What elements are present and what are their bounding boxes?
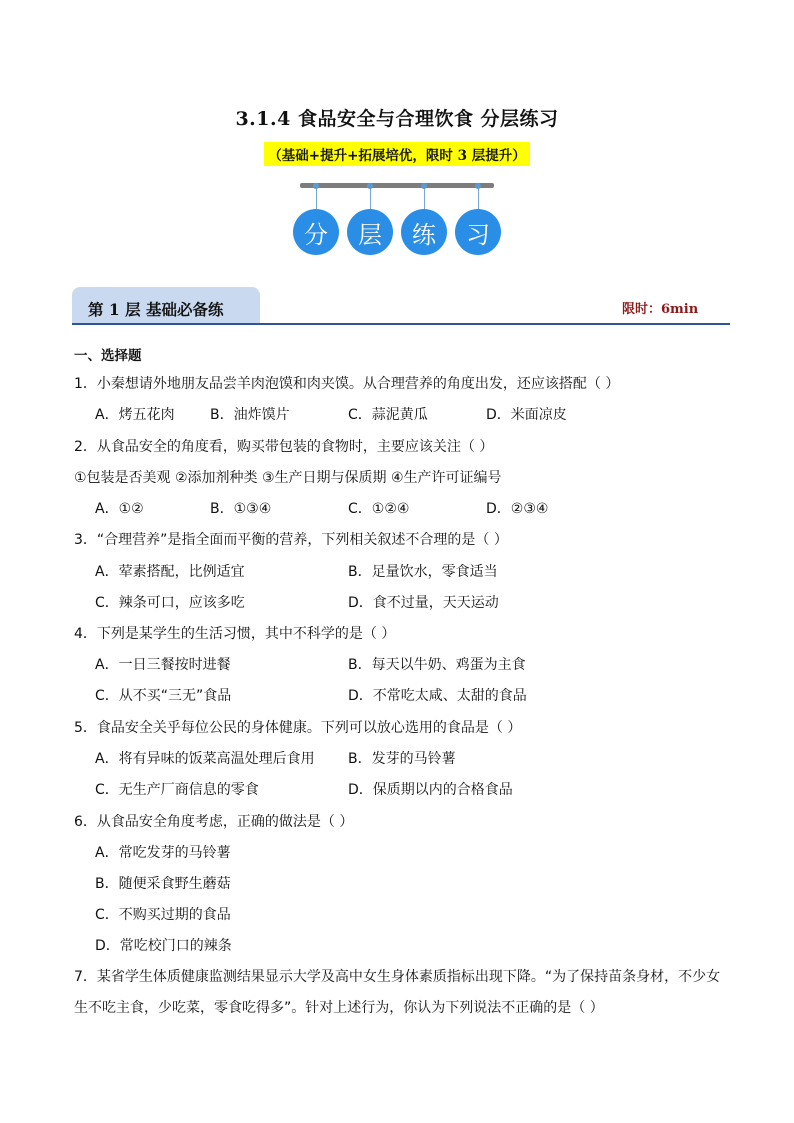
q5-option-c: C．无生产厂商信息的零食 [95,782,259,798]
question-5: 5．食品安全关乎每位公民的身体健康。下列可以放心选用的食品是（ ） [74,720,522,736]
q1-option-a: A．烤五花肉 [95,407,175,423]
q2-option-c: C．①②④ [348,501,410,517]
badge-stem [478,186,479,210]
page-subtitle: （基础+提升+拓展培优，限时 3 层提升） [264,142,529,166]
q1-option-c: C．蒜泥黄瓜 [348,407,428,423]
badge-circle-2: 层 [347,209,393,255]
question-7-line-2: 生不吃主食，少吃菜，零食吃得多”。针对上述行为，你认为下列说法不正确的是（ ） [74,1000,604,1016]
q6-option-a: A．常吃发芽的马铃薯 [95,845,231,861]
q3-option-c: C．辣条可口，应该多吃 [95,595,245,611]
badge-stem [316,186,317,210]
badge-circle-3: 练 [401,209,447,255]
question-4: 4．下列是某学生的生活习惯，其中不科学的是（ ） [74,626,396,642]
q2-option-d: D．②③④ [486,501,549,517]
question-1: 1．小秦想请外地朋友品尝羊肉泡馍和肉夹馍。从合理营养的角度出发，还应该搭配（ ） [74,376,620,392]
q6-option-b: B．随便采食野生蘑菇 [95,876,231,892]
q4-option-a: A．一日三餐按时进餐 [95,657,231,673]
question-2: 2．从食品安全的角度看，购买带包装的食物时，主要应该关注（ ） [74,439,494,455]
page-title: 3.1.4 食品安全与合理饮食 分层练习 [235,108,559,130]
badge-circle-4: 习 [455,209,501,255]
q6-option-d: D．常吃校门口的辣条 [95,938,232,954]
q4-option-d: D．不常吃太咸、太甜的食品 [348,688,527,704]
q5-option-a: A．将有异味的饭菜高温处理后食用 [95,751,315,767]
badge-dot [421,183,427,189]
q3-option-d: D．食不过量，天天运动 [348,595,499,611]
subtitle-wrap [0,142,794,166]
q5-option-b: B．发芽的马铃薯 [348,751,456,767]
q4-option-b: B．每天以牛奶、鸡蛋为主食 [348,657,526,673]
question-2-statements: ①包装是否美观 ②添加剂种类 ③生产日期与保质期 ④生产许可证编号 [74,470,502,486]
badge-circle-1: 分 [293,209,339,255]
badge-stem [424,186,425,210]
q4-option-c: C．从不买“三无”食品 [95,688,232,704]
q5-option-d: D．保质期以内的合格食品 [348,782,513,798]
q2-option-a: A．①② [95,501,144,517]
badge-dot [367,183,373,189]
section-divider [72,323,730,325]
badge-dot [313,183,319,189]
question-3: 3．“合理营养”是指全面而平衡的营养，下列相关叙述不合理的是（ ） [74,532,508,548]
time-limit: 限时：6min [622,302,699,317]
q2-option-b: B．①③④ [210,501,272,517]
q1-option-d: D．米面凉皮 [486,407,567,423]
q6-option-c: C．不购买过期的食品 [95,907,231,923]
q3-option-b: B．足量饮水，零食适当 [348,564,498,580]
q1-option-b: B．油炸馍片 [210,407,290,423]
section-label: 第 1 层 基础必备练 [88,300,224,319]
question-7-line-1: 7．某省学生体质健康监测结果显示大学及高中女生身体素质指标出现下降。“为了保持苗条身材，不少女 [74,969,721,985]
badge-dot [475,183,481,189]
badge-stem [370,186,371,210]
q3-option-a: A．荤素搭配，比例适宜 [95,564,245,580]
question-6: 6．从食品安全角度考虑，正确的做法是（ ） [74,814,354,830]
badge-bar [300,183,494,188]
part-heading: 一、选择题 [74,348,142,364]
